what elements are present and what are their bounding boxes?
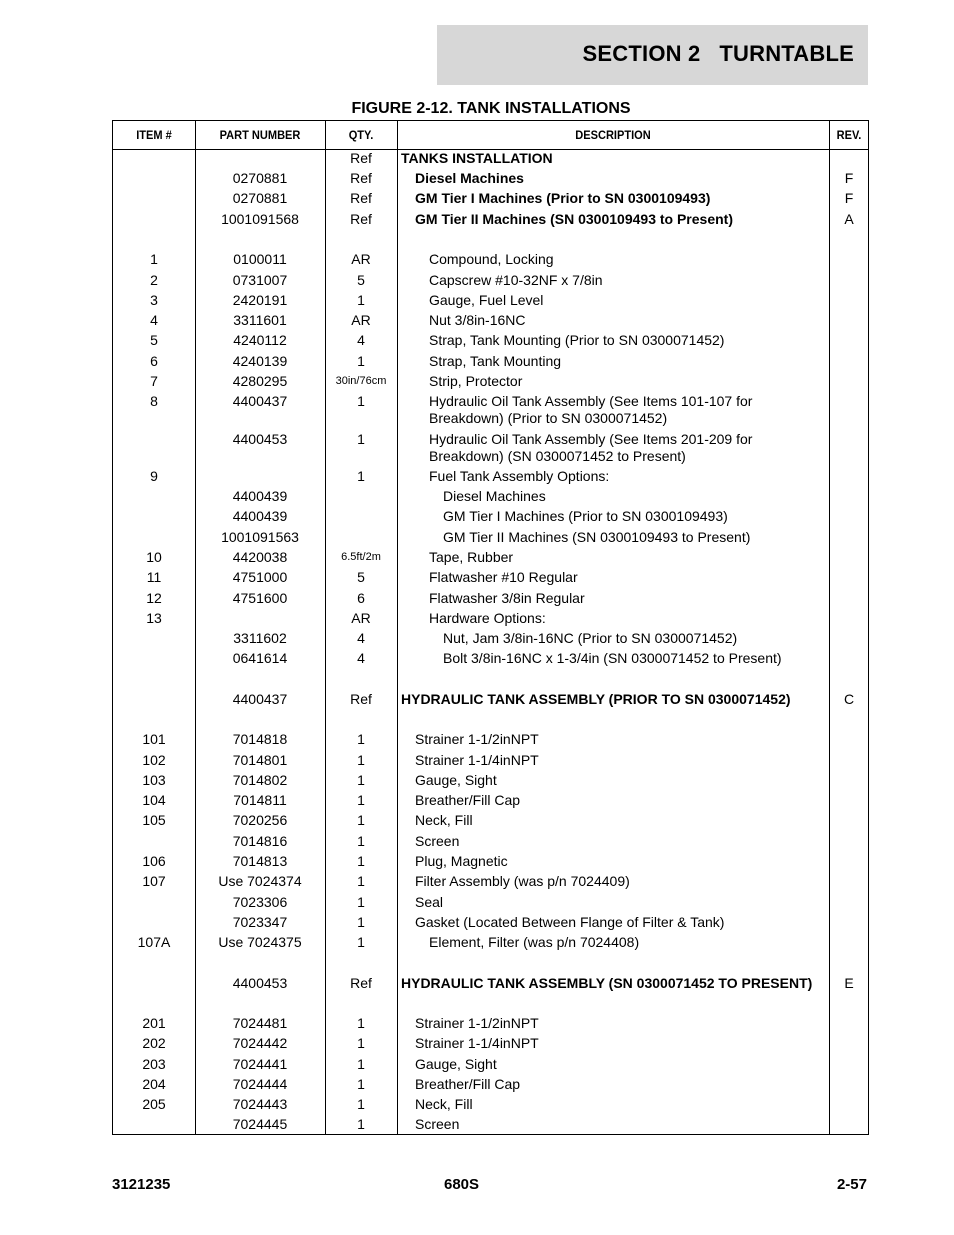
description: Strainer 1-1/4inNPT [415, 752, 539, 768]
description: Seal [415, 894, 444, 910]
part-number: 7023306 [232, 894, 288, 910]
item-number: 7 [150, 373, 158, 389]
description: Gasket (Located Between Flange of Filter & Tank) [415, 914, 725, 930]
quantity: 1 [357, 752, 365, 768]
description: Flatwasher #10 Regular [429, 569, 578, 585]
description: Neck, Fill [415, 1096, 473, 1112]
part-number: 7020256 [232, 812, 288, 828]
quantity: 4 [357, 650, 365, 666]
part-number: 7014816 [232, 833, 288, 849]
part-number: 2420191 [232, 292, 288, 308]
description: Screen [415, 833, 460, 849]
part-number: 4751600 [232, 590, 288, 606]
quantity: 1 [357, 731, 365, 747]
part-number: 7024445 [232, 1116, 288, 1132]
part-number: 4751000 [232, 569, 288, 585]
description: Hydraulic Oil Tank Assembly (See Items 101-107 for Breakdown) (Prior to SN 0300071452) [429, 393, 753, 426]
footer-document-number: 3121235 [112, 1176, 171, 1193]
quantity: 4 [357, 332, 365, 348]
quantity: 4 [357, 630, 365, 646]
quantity: Ref [350, 190, 372, 206]
quantity: 6 [357, 590, 365, 606]
section-title: SECTION 2 TURNTABLE [582, 41, 854, 66]
description: Gauge, Sight [415, 1056, 497, 1072]
description: Element, Filter (was p/n 7024408) [429, 934, 640, 950]
description: GM Tier II Machines (SN 0300109493 to Present) [443, 529, 751, 545]
part-number: 3311602 [233, 630, 287, 646]
item-number: 3 [150, 292, 158, 308]
quantity: AR [351, 610, 371, 626]
description: Nut 3/8in-16NC [429, 312, 526, 328]
parts-table [112, 120, 869, 1135]
quantity: 1 [357, 1096, 365, 1112]
quantity: 1 [357, 772, 365, 788]
part-number: 4280295 [232, 373, 288, 389]
description: GM Tier I Machines (Prior to SN 0300109493) [415, 190, 711, 206]
description: Plug, Magnetic [415, 853, 508, 869]
description: Diesel Machines [415, 170, 524, 186]
description: Tape, Rubber [429, 549, 514, 565]
item-number: 4 [150, 312, 158, 328]
quantity: 1 [357, 431, 365, 447]
column-header-qty: QTY. [348, 128, 374, 142]
quantity: 1 [357, 914, 365, 930]
item-number: 10 [146, 549, 162, 565]
part-number: 7014818 [232, 731, 288, 747]
item-number: 6 [150, 353, 158, 369]
part-number: 4400453 [232, 431, 288, 447]
description: Breather/Fill Cap [415, 792, 521, 808]
quantity: Ref [350, 211, 372, 227]
quantity: AR [351, 312, 371, 328]
part-number: 0270881 [232, 170, 288, 186]
quantity: 5 [357, 569, 365, 585]
column-header-part-number: PART NUMBER [219, 128, 301, 142]
description: Filter Assembly (was p/n 7024409) [415, 873, 630, 889]
quantity: 1 [357, 934, 365, 950]
part-number: 4400453 [232, 975, 288, 991]
item-number: 204 [142, 1076, 166, 1092]
description: GM Tier II Machines (SN 0300109493 to Present) [415, 211, 733, 227]
description: Strainer 1-1/4inNPT [415, 1035, 539, 1051]
quantity: 1 [357, 792, 365, 808]
description: Strainer 1-1/2inNPT [415, 731, 539, 747]
figure-title: FIGURE 2-12. TANK INSTALLATIONS [351, 100, 631, 117]
description: Strap, Tank Mounting (Prior to SN 0300071452) [429, 332, 725, 348]
item-number: 103 [142, 772, 166, 788]
item-number: 107A [137, 934, 171, 950]
part-number: 0641614 [232, 650, 288, 666]
description: Neck, Fill [415, 812, 473, 828]
quantity: 1 [357, 894, 365, 910]
item-number: 106 [142, 853, 166, 869]
item-number: 102 [142, 752, 166, 768]
item-number: 8 [150, 393, 158, 409]
revision: F [844, 170, 854, 186]
part-number: 7014813 [232, 853, 288, 869]
quantity: 1 [357, 393, 365, 409]
quantity: 1 [357, 833, 365, 849]
part-number: 7024441 [232, 1056, 288, 1072]
quantity: AR [351, 251, 371, 267]
item-number: 11 [146, 569, 162, 585]
column-header-item: ITEM # [136, 128, 172, 142]
part-number: 4420038 [232, 549, 288, 565]
part-number: 7014802 [232, 772, 288, 788]
item-number: 201 [142, 1015, 166, 1031]
item-number: 1 [150, 251, 158, 267]
description: Gauge, Sight [415, 772, 497, 788]
item-number: 5 [150, 332, 158, 348]
quantity: 1 [357, 353, 365, 369]
description: Gauge, Fuel Level [429, 292, 544, 308]
part-number: 7014811 [233, 792, 287, 808]
revision: F [844, 190, 854, 206]
quantity: 1 [357, 1056, 365, 1072]
item-number: 101 [142, 731, 166, 747]
quantity: 1 [357, 853, 365, 869]
part-number: 7024481 [232, 1015, 288, 1031]
quantity: Ref [350, 975, 372, 991]
description: Strip, Protector [429, 373, 523, 389]
part-number: 0100011 [233, 251, 287, 267]
item-number: 13 [146, 610, 162, 626]
description: Flatwasher 3/8in Regular [429, 590, 585, 606]
part-number: 4240139 [232, 353, 288, 369]
quantity: Ref [350, 170, 372, 186]
column-header-rev: REV. [836, 128, 862, 142]
item-number: 205 [142, 1096, 166, 1112]
description: Capscrew #10-32NF x 7/8in [429, 272, 603, 288]
revision: A [844, 211, 854, 227]
revision: C [843, 691, 855, 707]
quantity: Ref [350, 150, 372, 166]
part-number: 7024444 [232, 1076, 288, 1092]
part-number: 0270881 [232, 190, 288, 206]
part-number: 3311601 [233, 312, 287, 328]
item-number: 9 [150, 468, 158, 484]
part-number: Use 7024374 [218, 873, 302, 889]
description: Strainer 1-1/2inNPT [415, 1015, 539, 1031]
part-number: Use 7024375 [218, 934, 302, 950]
item-number: 12 [146, 590, 162, 606]
description: TANKS INSTALLATION [401, 150, 553, 166]
description: Strap, Tank Mounting [429, 353, 562, 369]
column-header-description: DESCRIPTION [575, 128, 651, 142]
description: Nut, Jam 3/8in-16NC (Prior to SN 0300071452) [443, 630, 738, 646]
item-number: 202 [142, 1035, 166, 1051]
part-number: 4400439 [232, 488, 288, 504]
quantity: 1 [357, 468, 365, 484]
item-number: 107 [142, 873, 166, 889]
column-divider [397, 121, 398, 1134]
description: Bolt 3/8in-16NC x 1-3/4in (SN 0300071452 to Present) [443, 650, 782, 666]
part-number: 4240112 [233, 332, 287, 348]
part-number: 7023347 [232, 914, 288, 930]
part-number: 7024443 [232, 1096, 288, 1112]
description: HYDRAULIC TANK ASSEMBLY (SN 0300071452 TO PRESENT) [401, 975, 813, 991]
footer-page-number: 2-57 [836, 1176, 867, 1193]
quantity: Ref [350, 691, 372, 707]
item-number: 105 [142, 812, 166, 828]
quantity: 30in/76cm [335, 375, 387, 387]
footer-model: 680S [444, 1176, 480, 1193]
description: Diesel Machines [443, 488, 546, 504]
quantity: 1 [357, 812, 365, 828]
revision: E [844, 975, 854, 991]
quantity: 1 [357, 873, 365, 889]
description: Hardware Options: [429, 610, 546, 626]
quantity: 1 [357, 292, 365, 308]
quantity: 5 [357, 272, 365, 288]
part-number: 1001091563 [221, 529, 299, 545]
description: Compound, Locking [429, 251, 554, 267]
item-number: 2 [150, 272, 158, 288]
part-number: 0731007 [232, 272, 288, 288]
item-number: 203 [142, 1056, 166, 1072]
part-number: 4400437 [232, 691, 288, 707]
description: GM Tier I Machines (Prior to SN 0300109493) [443, 508, 728, 524]
quantity: 1 [357, 1076, 365, 1092]
quantity: 6.5ft/2m [341, 551, 381, 563]
item-number: 104 [142, 792, 166, 808]
description: Hydraulic Oil Tank Assembly (See Items 201-209 for Breakdown) (SN 0300071452 to Present) [429, 431, 753, 464]
part-number: 7024442 [232, 1035, 288, 1051]
section-header-box [437, 25, 868, 85]
quantity: 1 [357, 1015, 365, 1031]
part-number: 4400437 [232, 393, 288, 409]
quantity: 1 [357, 1116, 365, 1132]
part-number: 4400439 [232, 508, 288, 524]
description: Breather/Fill Cap [415, 1076, 521, 1092]
description: Fuel Tank Assembly Options: [429, 468, 610, 484]
description: Screen [415, 1116, 460, 1132]
quantity: 1 [357, 1035, 365, 1051]
part-number: 7014801 [232, 752, 288, 768]
description: HYDRAULIC TANK ASSEMBLY (PRIOR TO SN 0300071452) [401, 691, 791, 707]
part-number: 1001091568 [221, 211, 299, 227]
